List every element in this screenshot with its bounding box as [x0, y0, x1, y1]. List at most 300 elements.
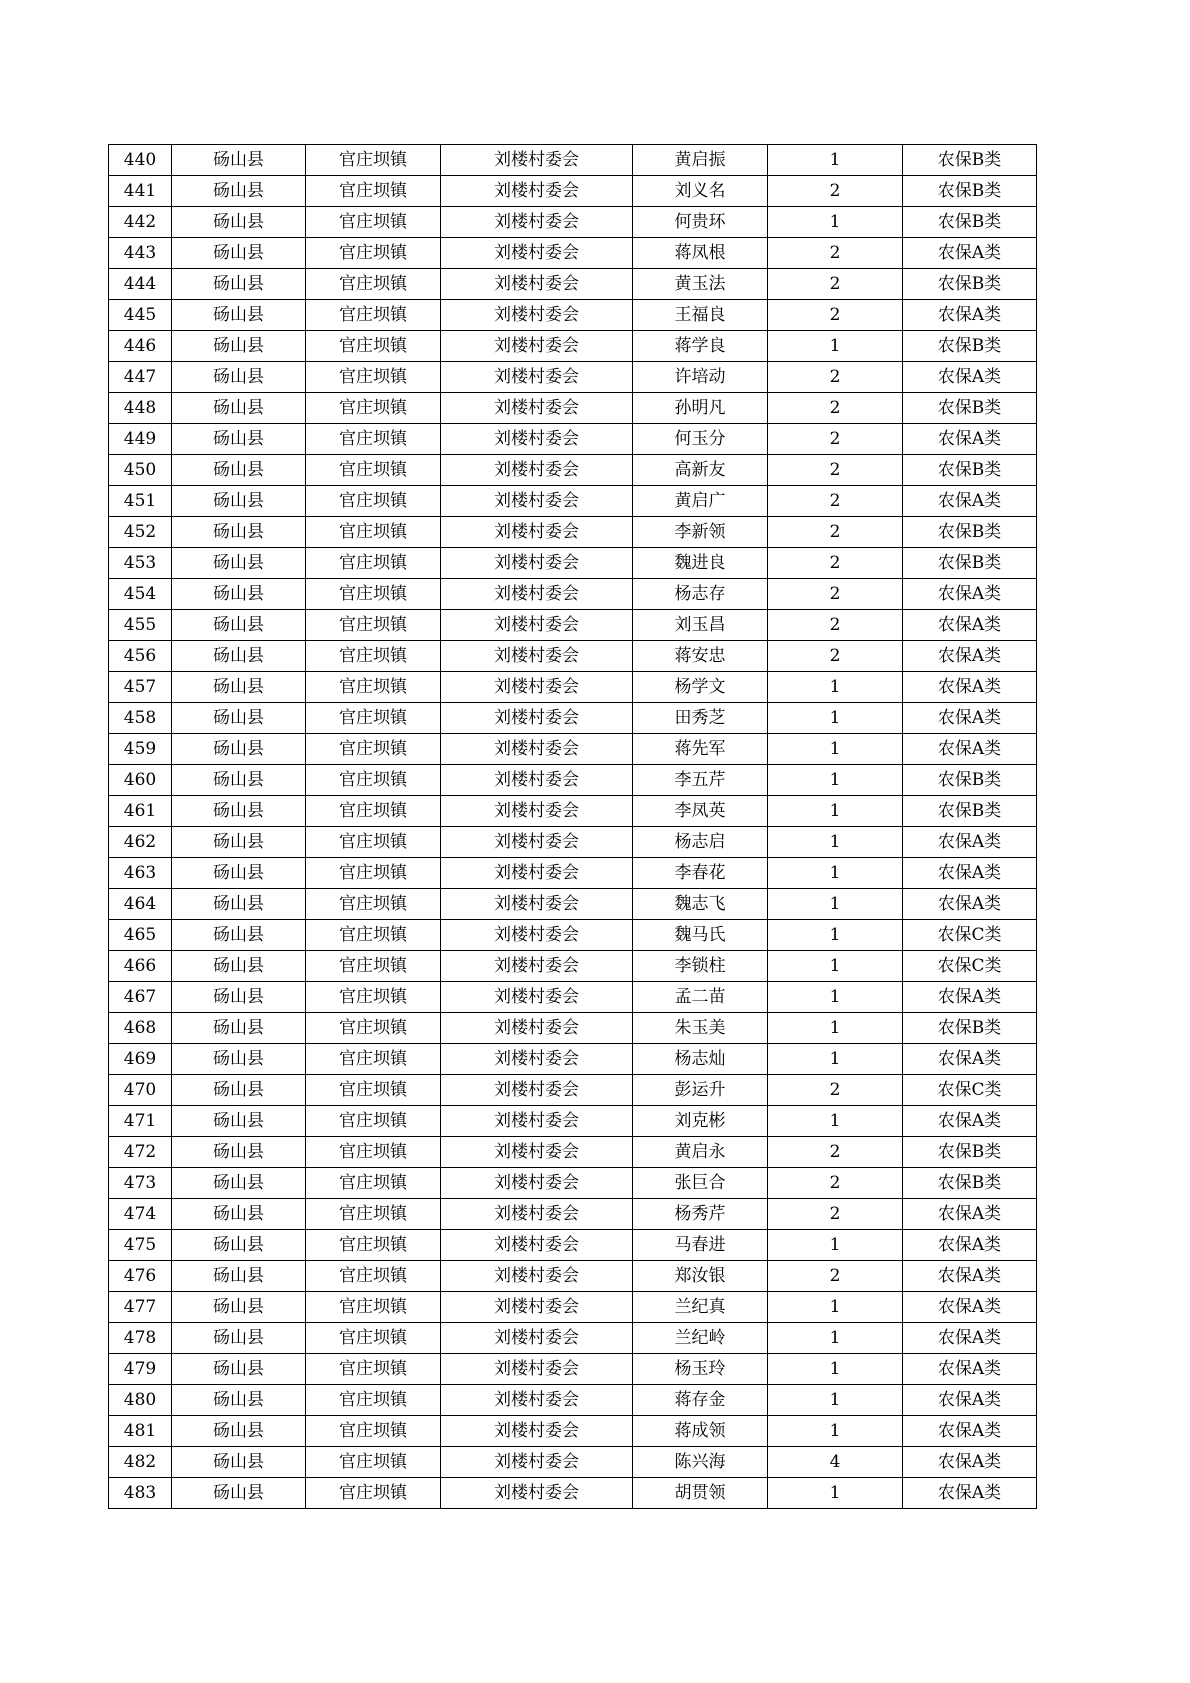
person-name-cell: 杨学文 [633, 672, 768, 703]
row-number-cell: 451 [109, 486, 172, 517]
village-committee-cell: 刘楼村委会 [441, 486, 633, 517]
table-row [109, 238, 1037, 269]
county-cell: 砀山县 [172, 455, 306, 486]
person-name-cell: 何玉分 [633, 424, 768, 455]
town-cell: 官庄坝镇 [306, 1044, 441, 1075]
count-cell: 2 [768, 1168, 903, 1199]
category-cell: 农保B类 [903, 1013, 1037, 1044]
count-cell: 1 [768, 331, 903, 362]
town-cell: 官庄坝镇 [306, 920, 441, 951]
county-cell: 砀山县 [172, 176, 306, 207]
person-name-cell: 李锁柱 [633, 951, 768, 982]
count-cell: 2 [768, 1075, 903, 1106]
category-cell: 农保A类 [903, 1416, 1037, 1447]
person-name-cell: 马春进 [633, 1230, 768, 1261]
count-cell: 2 [768, 393, 903, 424]
category-cell: 农保B类 [903, 176, 1037, 207]
town-cell: 官庄坝镇 [306, 765, 441, 796]
village-committee-cell: 刘楼村委会 [441, 827, 633, 858]
category-cell: 农保A类 [903, 610, 1037, 641]
county-cell: 砀山县 [172, 734, 306, 765]
person-name-cell: 李凤英 [633, 796, 768, 827]
village-committee-cell: 刘楼村委会 [441, 1075, 633, 1106]
town-cell: 官庄坝镇 [306, 641, 441, 672]
town-cell: 官庄坝镇 [306, 703, 441, 734]
count-cell: 2 [768, 300, 903, 331]
town-cell: 官庄坝镇 [306, 1354, 441, 1385]
table-row [109, 1199, 1037, 1230]
count-cell: 2 [768, 486, 903, 517]
count-cell: 1 [768, 889, 903, 920]
table-row [109, 827, 1037, 858]
person-name-cell: 杨玉玲 [633, 1354, 768, 1385]
county-cell: 砀山县 [172, 1106, 306, 1137]
row-number-cell: 440 [109, 145, 172, 176]
village-committee-cell: 刘楼村委会 [441, 734, 633, 765]
village-committee-cell: 刘楼村委会 [441, 672, 633, 703]
category-cell: 农保A类 [903, 238, 1037, 269]
person-name-cell: 魏进良 [633, 548, 768, 579]
category-cell: 农保A类 [903, 1292, 1037, 1323]
category-cell: 农保A类 [903, 703, 1037, 734]
table-row [109, 920, 1037, 951]
village-committee-cell: 刘楼村委会 [441, 1261, 633, 1292]
village-committee-cell: 刘楼村委会 [441, 889, 633, 920]
county-cell: 砀山县 [172, 517, 306, 548]
county-cell: 砀山县 [172, 393, 306, 424]
village-committee-cell: 刘楼村委会 [441, 393, 633, 424]
person-name-cell: 蒋成领 [633, 1416, 768, 1447]
county-cell: 砀山县 [172, 362, 306, 393]
row-number-cell: 474 [109, 1199, 172, 1230]
category-cell: 农保B类 [903, 796, 1037, 827]
category-cell: 农保A类 [903, 1199, 1037, 1230]
person-name-cell: 黄启永 [633, 1137, 768, 1168]
person-name-cell: 孙明凡 [633, 393, 768, 424]
category-cell: 农保B类 [903, 331, 1037, 362]
town-cell: 官庄坝镇 [306, 610, 441, 641]
village-committee-cell: 刘楼村委会 [441, 703, 633, 734]
table-row [109, 1044, 1037, 1075]
count-cell: 1 [768, 207, 903, 238]
county-cell: 砀山县 [172, 920, 306, 951]
town-cell: 官庄坝镇 [306, 145, 441, 176]
county-cell: 砀山县 [172, 207, 306, 238]
person-name-cell: 蒋学良 [633, 331, 768, 362]
person-name-cell: 兰纪真 [633, 1292, 768, 1323]
person-name-cell: 黄启广 [633, 486, 768, 517]
count-cell: 4 [768, 1447, 903, 1478]
category-cell: 农保A类 [903, 1447, 1037, 1478]
category-cell: 农保A类 [903, 300, 1037, 331]
row-number-cell: 460 [109, 765, 172, 796]
person-name-cell: 刘玉昌 [633, 610, 768, 641]
row-number-cell: 457 [109, 672, 172, 703]
count-cell: 2 [768, 424, 903, 455]
county-cell: 砀山县 [172, 300, 306, 331]
county-cell: 砀山县 [172, 1354, 306, 1385]
row-number-cell: 462 [109, 827, 172, 858]
county-cell: 砀山县 [172, 1447, 306, 1478]
roster-table-body [109, 145, 1037, 1509]
row-number-cell: 443 [109, 238, 172, 269]
person-name-cell: 杨志存 [633, 579, 768, 610]
town-cell: 官庄坝镇 [306, 672, 441, 703]
town-cell: 官庄坝镇 [306, 1137, 441, 1168]
category-cell: 农保C类 [903, 920, 1037, 951]
table-row [109, 424, 1037, 455]
category-cell: 农保B类 [903, 207, 1037, 238]
count-cell: 1 [768, 951, 903, 982]
row-number-cell: 476 [109, 1261, 172, 1292]
category-cell: 农保A类 [903, 1106, 1037, 1137]
row-number-cell: 470 [109, 1075, 172, 1106]
town-cell: 官庄坝镇 [306, 1416, 441, 1447]
category-cell: 农保B类 [903, 548, 1037, 579]
county-cell: 砀山县 [172, 1199, 306, 1230]
village-committee-cell: 刘楼村委会 [441, 1199, 633, 1230]
village-committee-cell: 刘楼村委会 [441, 517, 633, 548]
person-name-cell: 黄启振 [633, 145, 768, 176]
town-cell: 官庄坝镇 [306, 1075, 441, 1106]
county-cell: 砀山县 [172, 1044, 306, 1075]
row-number-cell: 483 [109, 1478, 172, 1509]
person-name-cell: 胡贯领 [633, 1478, 768, 1509]
village-committee-cell: 刘楼村委会 [441, 424, 633, 455]
person-name-cell: 蒋安忠 [633, 641, 768, 672]
row-number-cell: 472 [109, 1137, 172, 1168]
person-name-cell: 田秀芝 [633, 703, 768, 734]
county-cell: 砀山县 [172, 1168, 306, 1199]
town-cell: 官庄坝镇 [306, 1106, 441, 1137]
count-cell: 1 [768, 1230, 903, 1261]
table-row [109, 1416, 1037, 1447]
count-cell: 1 [768, 1044, 903, 1075]
category-cell: 农保B类 [903, 1137, 1037, 1168]
table-row [109, 610, 1037, 641]
town-cell: 官庄坝镇 [306, 579, 441, 610]
category-cell: 农保A类 [903, 1385, 1037, 1416]
category-cell: 农保A类 [903, 579, 1037, 610]
county-cell: 砀山县 [172, 269, 306, 300]
count-cell: 1 [768, 1385, 903, 1416]
table-row [109, 1447, 1037, 1478]
village-committee-cell: 刘楼村委会 [441, 1416, 633, 1447]
county-cell: 砀山县 [172, 610, 306, 641]
person-name-cell: 李五芹 [633, 765, 768, 796]
village-committee-cell: 刘楼村委会 [441, 920, 633, 951]
category-cell: 农保A类 [903, 982, 1037, 1013]
row-number-cell: 456 [109, 641, 172, 672]
table-row [109, 1106, 1037, 1137]
town-cell: 官庄坝镇 [306, 176, 441, 207]
county-cell: 砀山县 [172, 1292, 306, 1323]
village-committee-cell: 刘楼村委会 [441, 1354, 633, 1385]
county-cell: 砀山县 [172, 1478, 306, 1509]
row-number-cell: 444 [109, 269, 172, 300]
category-cell: 农保A类 [903, 486, 1037, 517]
person-name-cell: 魏马氏 [633, 920, 768, 951]
row-number-cell: 467 [109, 982, 172, 1013]
town-cell: 官庄坝镇 [306, 238, 441, 269]
person-name-cell: 魏志飞 [633, 889, 768, 920]
category-cell: 农保A类 [903, 362, 1037, 393]
village-committee-cell: 刘楼村委会 [441, 765, 633, 796]
person-name-cell: 蒋先军 [633, 734, 768, 765]
count-cell: 1 [768, 1416, 903, 1447]
table-row [109, 951, 1037, 982]
count-cell: 1 [768, 1106, 903, 1137]
count-cell: 2 [768, 641, 903, 672]
count-cell: 2 [768, 1199, 903, 1230]
town-cell: 官庄坝镇 [306, 486, 441, 517]
table-row [109, 207, 1037, 238]
row-number-cell: 463 [109, 858, 172, 889]
village-committee-cell: 刘楼村委会 [441, 796, 633, 827]
county-cell: 砀山县 [172, 1075, 306, 1106]
county-cell: 砀山县 [172, 982, 306, 1013]
count-cell: 1 [768, 734, 903, 765]
row-number-cell: 442 [109, 207, 172, 238]
town-cell: 官庄坝镇 [306, 827, 441, 858]
county-cell: 砀山县 [172, 424, 306, 455]
table-row [109, 1137, 1037, 1168]
person-name-cell: 黄玉法 [633, 269, 768, 300]
town-cell: 官庄坝镇 [306, 1261, 441, 1292]
table-row [109, 300, 1037, 331]
category-cell: 农保A类 [903, 1323, 1037, 1354]
row-number-cell: 446 [109, 331, 172, 362]
village-committee-cell: 刘楼村委会 [441, 207, 633, 238]
town-cell: 官庄坝镇 [306, 207, 441, 238]
table-row [109, 1230, 1037, 1261]
person-name-cell: 杨志启 [633, 827, 768, 858]
village-committee-cell: 刘楼村委会 [441, 610, 633, 641]
category-cell: 农保A类 [903, 858, 1037, 889]
count-cell: 2 [768, 362, 903, 393]
row-number-cell: 468 [109, 1013, 172, 1044]
table-row [109, 1385, 1037, 1416]
person-name-cell: 陈兴海 [633, 1447, 768, 1478]
village-committee-cell: 刘楼村委会 [441, 548, 633, 579]
town-cell: 官庄坝镇 [306, 796, 441, 827]
count-cell: 1 [768, 672, 903, 703]
table-row [109, 393, 1037, 424]
row-number-cell: 473 [109, 1168, 172, 1199]
category-cell: 农保C类 [903, 1075, 1037, 1106]
county-cell: 砀山县 [172, 1230, 306, 1261]
count-cell: 2 [768, 1137, 903, 1168]
count-cell: 1 [768, 920, 903, 951]
count-cell: 1 [768, 858, 903, 889]
row-number-cell: 454 [109, 579, 172, 610]
row-number-cell: 479 [109, 1354, 172, 1385]
category-cell: 农保A类 [903, 424, 1037, 455]
count-cell: 2 [768, 176, 903, 207]
table-row [109, 362, 1037, 393]
county-cell: 砀山县 [172, 858, 306, 889]
village-committee-cell: 刘楼村委会 [441, 1168, 633, 1199]
row-number-cell: 478 [109, 1323, 172, 1354]
row-number-cell: 450 [109, 455, 172, 486]
village-committee-cell: 刘楼村委会 [441, 1385, 633, 1416]
village-committee-cell: 刘楼村委会 [441, 455, 633, 486]
table-row [109, 455, 1037, 486]
count-cell: 1 [768, 796, 903, 827]
category-cell: 农保A类 [903, 889, 1037, 920]
category-cell: 农保A类 [903, 1478, 1037, 1509]
village-committee-cell: 刘楼村委会 [441, 176, 633, 207]
town-cell: 官庄坝镇 [306, 424, 441, 455]
table-row [109, 548, 1037, 579]
town-cell: 官庄坝镇 [306, 951, 441, 982]
category-cell: 农保A类 [903, 641, 1037, 672]
town-cell: 官庄坝镇 [306, 517, 441, 548]
table-row [109, 145, 1037, 176]
row-number-cell: 452 [109, 517, 172, 548]
village-committee-cell: 刘楼村委会 [441, 300, 633, 331]
count-cell: 1 [768, 703, 903, 734]
town-cell: 官庄坝镇 [306, 889, 441, 920]
town-cell: 官庄坝镇 [306, 331, 441, 362]
town-cell: 官庄坝镇 [306, 982, 441, 1013]
county-cell: 砀山县 [172, 548, 306, 579]
village-committee-cell: 刘楼村委会 [441, 858, 633, 889]
person-name-cell: 刘义名 [633, 176, 768, 207]
category-cell: 农保A类 [903, 827, 1037, 858]
count-cell: 2 [768, 517, 903, 548]
county-cell: 砀山县 [172, 765, 306, 796]
village-committee-cell: 刘楼村委会 [441, 1044, 633, 1075]
category-cell: 农保B类 [903, 269, 1037, 300]
town-cell: 官庄坝镇 [306, 1385, 441, 1416]
village-committee-cell: 刘楼村委会 [441, 362, 633, 393]
table-row [109, 734, 1037, 765]
table-row [109, 982, 1037, 1013]
town-cell: 官庄坝镇 [306, 1478, 441, 1509]
category-cell: 农保A类 [903, 1354, 1037, 1385]
town-cell: 官庄坝镇 [306, 1199, 441, 1230]
person-name-cell: 郑汝银 [633, 1261, 768, 1292]
village-committee-cell: 刘楼村委会 [441, 1230, 633, 1261]
table-row [109, 765, 1037, 796]
category-cell: 农保B类 [903, 517, 1037, 548]
person-name-cell: 杨志灿 [633, 1044, 768, 1075]
person-name-cell: 许培动 [633, 362, 768, 393]
table-row [109, 1478, 1037, 1509]
person-name-cell: 杨秀芹 [633, 1199, 768, 1230]
category-cell: 农保B类 [903, 455, 1037, 486]
town-cell: 官庄坝镇 [306, 734, 441, 765]
person-name-cell: 兰纪岭 [633, 1323, 768, 1354]
town-cell: 官庄坝镇 [306, 1230, 441, 1261]
county-cell: 砀山县 [172, 579, 306, 610]
table-row [109, 796, 1037, 827]
count-cell: 1 [768, 1478, 903, 1509]
county-cell: 砀山县 [172, 1261, 306, 1292]
table-row [109, 1013, 1037, 1044]
count-cell: 2 [768, 1261, 903, 1292]
count-cell: 2 [768, 548, 903, 579]
village-committee-cell: 刘楼村委会 [441, 1106, 633, 1137]
village-committee-cell: 刘楼村委会 [441, 1013, 633, 1044]
row-number-cell: 458 [109, 703, 172, 734]
count-cell: 1 [768, 1354, 903, 1385]
row-number-cell: 477 [109, 1292, 172, 1323]
table-row [109, 269, 1037, 300]
person-name-cell: 王福良 [633, 300, 768, 331]
category-cell: 农保A类 [903, 672, 1037, 703]
county-cell: 砀山县 [172, 703, 306, 734]
row-number-cell: 465 [109, 920, 172, 951]
roster-table [108, 144, 1037, 1509]
village-committee-cell: 刘楼村委会 [441, 1292, 633, 1323]
county-cell: 砀山县 [172, 1323, 306, 1354]
county-cell: 砀山县 [172, 951, 306, 982]
category-cell: 农保B类 [903, 393, 1037, 424]
category-cell: 农保B类 [903, 765, 1037, 796]
row-number-cell: 453 [109, 548, 172, 579]
row-number-cell: 441 [109, 176, 172, 207]
category-cell: 农保A类 [903, 1230, 1037, 1261]
table-row [109, 176, 1037, 207]
town-cell: 官庄坝镇 [306, 362, 441, 393]
category-cell: 农保A类 [903, 1261, 1037, 1292]
count-cell: 1 [768, 765, 903, 796]
village-committee-cell: 刘楼村委会 [441, 951, 633, 982]
county-cell: 砀山县 [172, 889, 306, 920]
town-cell: 官庄坝镇 [306, 548, 441, 579]
table-row [109, 486, 1037, 517]
county-cell: 砀山县 [172, 672, 306, 703]
person-name-cell: 蒋凤根 [633, 238, 768, 269]
table-row [109, 1075, 1037, 1106]
category-cell: 农保A类 [903, 734, 1037, 765]
table-row [109, 858, 1037, 889]
table-row [109, 1323, 1037, 1354]
town-cell: 官庄坝镇 [306, 1168, 441, 1199]
count-cell: 1 [768, 982, 903, 1013]
count-cell: 1 [768, 1013, 903, 1044]
row-number-cell: 445 [109, 300, 172, 331]
person-name-cell: 何贵环 [633, 207, 768, 238]
count-cell: 2 [768, 610, 903, 641]
category-cell: 农保C类 [903, 951, 1037, 982]
category-cell: 农保B类 [903, 1168, 1037, 1199]
village-committee-cell: 刘楼村委会 [441, 579, 633, 610]
count-cell: 2 [768, 455, 903, 486]
village-committee-cell: 刘楼村委会 [441, 269, 633, 300]
town-cell: 官庄坝镇 [306, 1323, 441, 1354]
table-row [109, 1292, 1037, 1323]
town-cell: 官庄坝镇 [306, 269, 441, 300]
row-number-cell: 482 [109, 1447, 172, 1478]
count-cell: 1 [768, 1292, 903, 1323]
table-row [109, 641, 1037, 672]
row-number-cell: 481 [109, 1416, 172, 1447]
county-cell: 砀山县 [172, 331, 306, 362]
table-row [109, 1354, 1037, 1385]
count-cell: 1 [768, 145, 903, 176]
row-number-cell: 455 [109, 610, 172, 641]
row-number-cell: 464 [109, 889, 172, 920]
village-committee-cell: 刘楼村委会 [441, 982, 633, 1013]
table-row [109, 579, 1037, 610]
town-cell: 官庄坝镇 [306, 393, 441, 424]
count-cell: 1 [768, 827, 903, 858]
village-committee-cell: 刘楼村委会 [441, 641, 633, 672]
person-name-cell: 孟二苗 [633, 982, 768, 1013]
